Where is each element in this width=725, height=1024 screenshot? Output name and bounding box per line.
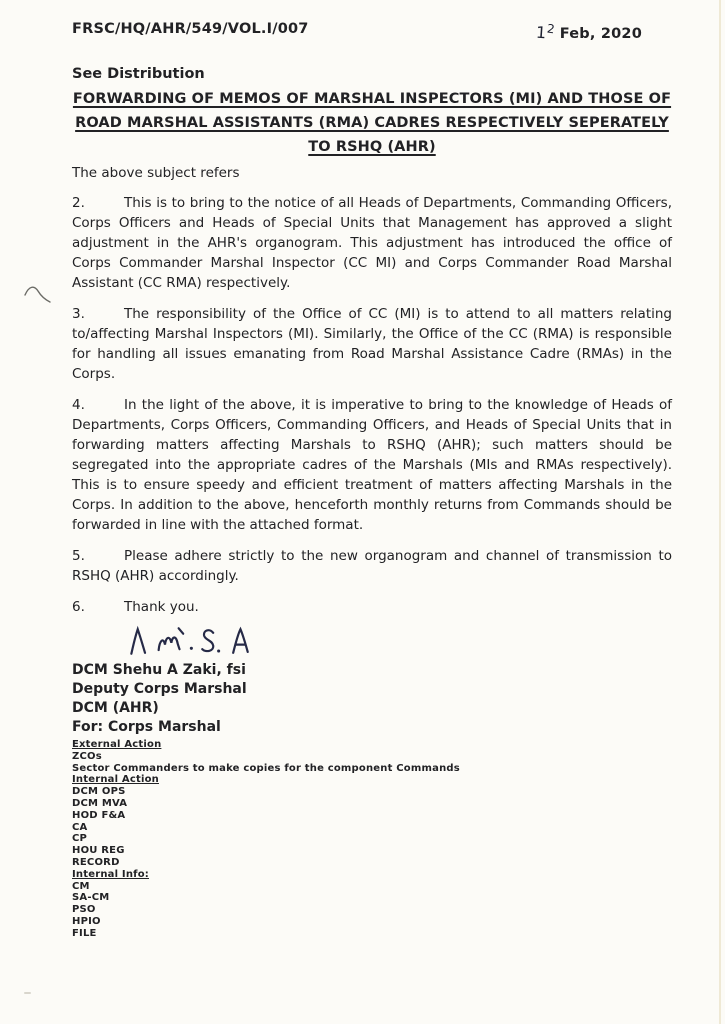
list-item: FILE [72,927,97,939]
paragraph-number: 3. [72,306,85,322]
signature-ink-icon [120,621,270,661]
handwritten-day-digit: 2 [545,21,556,37]
list-item: ZCOs [72,750,102,762]
paragraph-number: 2. [72,195,85,211]
subject-refers-line: The above subject refers [72,165,240,181]
memo-title-line: TO RSHQ (AHR) [308,139,436,155]
memo-content [72,20,672,940]
memo-title-line: ROAD MARSHAL ASSISTANTS (RMA) CADRES RESPECTIVELY SEPERATELY [75,115,669,131]
pen-squiggle-mark-icon [22,283,52,307]
signatory-office: DCM (AHR) [72,700,159,716]
see-distribution-label: See Distribution [72,66,205,82]
paragraph-2 [72,193,672,293]
paragraph-number: 4. [72,397,85,413]
list-item: Sector Commanders to make copies for the component Commands [72,762,460,774]
list-item: CP [72,833,88,845]
list-item: PSO [72,904,96,916]
date [536,20,642,43]
list-item: CA [72,821,88,833]
paragraph-number: 5. [72,548,85,564]
paragraph-text: This is to bring to the notice of all Heads of Departments, Commanding Officers, Corps Officers and Heads of Special Units that Management has approved a slight adjustment in the AHR's organogram. This adjustment has introduced the office of Corps Commander Marshal Inspector (CC MI) and Corps Commander Road Marshal Assistant (CC RMA) respectively. [72,195,672,291]
list-item: RECORD [72,856,120,868]
internal-action-header: Internal Action [72,774,159,786]
scan-edge-artifact [719,0,721,1024]
list-item: HOU REG [72,845,125,857]
paragraph-6 [72,597,672,617]
paragraph-5 [72,546,672,586]
date-month-year: Feb, 2020 [559,26,642,42]
ref-number: FRSC/HQ/AHR/549/VOL.I/007 [72,21,309,37]
paragraph-text: Thank you. [124,599,199,615]
list-item: CM [72,880,90,892]
scan-speck-artifact [24,992,31,994]
paragraph-number: 6. [72,599,85,615]
signatory-rank: Deputy Corps Marshal [72,681,247,697]
paragraph-4 [72,395,672,535]
distribution-list [72,739,672,940]
list-item: SA-CM [72,892,110,904]
list-item: HPIO [72,915,101,927]
memo-title-line: FORWARDING OF MEMOS OF MARSHAL INSPECTORS (MI) AND THOSE OF [72,91,672,107]
list-item: DCM OPS [72,786,126,798]
external-action-header: External Action [72,739,162,750]
paragraph-3 [72,304,672,384]
memo-title [72,87,672,159]
paragraph-text: In the light of the above, it is imperative to bring to the knowledge of Heads of Departments, Corps Officers, Commanding Officers, and Heads of Special Units that in forwarding matters affecting Marshals to RSHQ (AHR); such matters should be segregated into the appropriate cadres of the Marshals (MIs and RMAs respectively). This is to ensure speedy and efficient treatment of matters affecting Marshals in the Corps. In addition to the above, henceforth monthly returns from Commands should be forwarded in line with the attached format. [72,397,672,533]
list-item: HOD F&A [72,809,126,821]
list-item: DCM MVA [72,797,128,809]
paragraph-text: Please adhere strictly to the new organogram and channel of transmission to RSHQ (AHR) accordingly. [72,548,672,584]
internal-info-header: Internal Info: [72,868,149,880]
handwritten-day-digit: 1 [535,22,548,43]
memo-header [72,20,672,43]
signatory-for-line: For: Corps Marshal [72,719,221,735]
signatory-block [72,661,672,737]
signatory-name: DCM Shehu A Zaki, fsi [72,662,246,678]
paragraph-text: The responsibility of the Office of CC (MI) is to attend to all matters relating to/affecting Marshal Inspectors (MI). Similarly, the Office of the CC (RMA) is responsible for handling all issues emanating from Road Marshal Assistance Cadre (RMAs) in the Corps. [72,306,672,382]
